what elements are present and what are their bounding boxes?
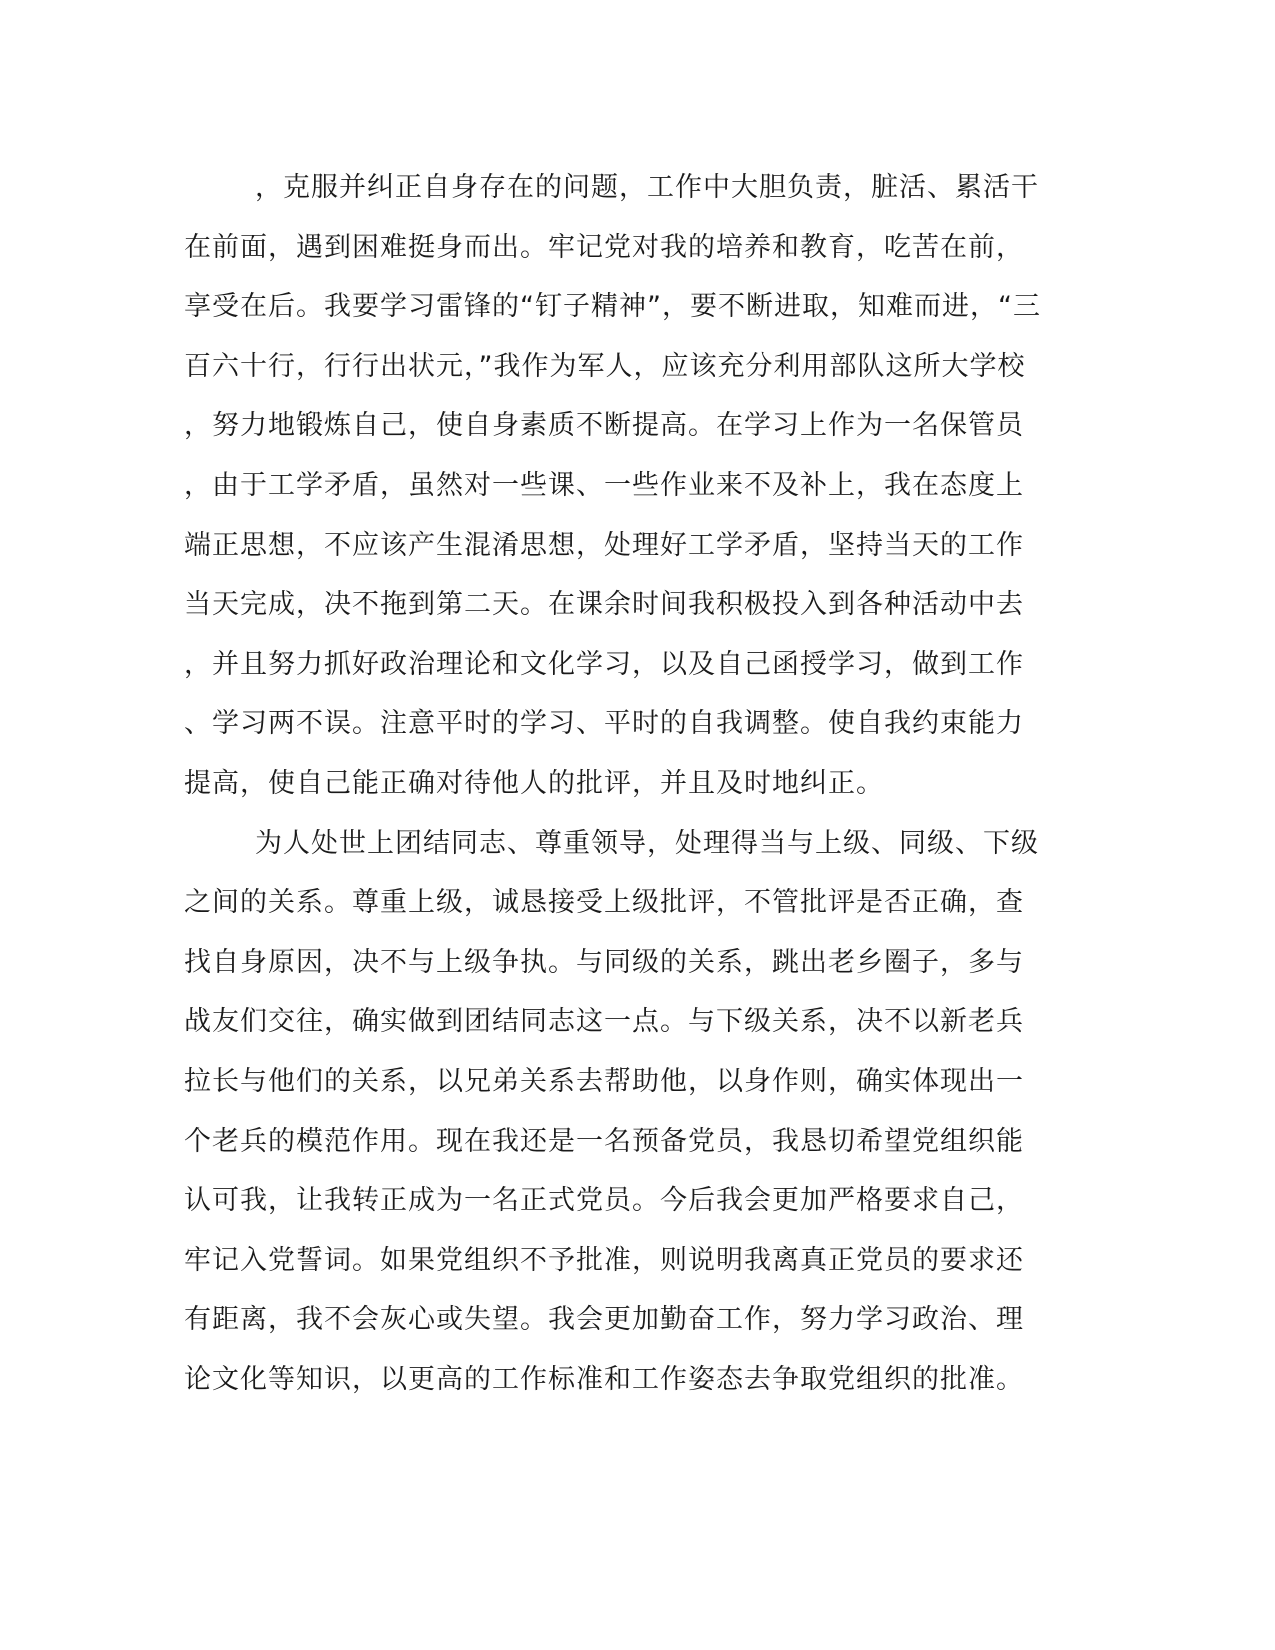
text-line: 为人处世上团结同志、尊重领导，处理得当与上级、同级、下级 xyxy=(255,827,1039,859)
text-line: 提高，使自己能正确对待他人的批评，并且及时地纠正。 xyxy=(184,767,884,799)
text-line: 在前面，遇到困难挺身而出。牢记党对我的培养和教育，吃苦在前， xyxy=(184,231,1024,263)
paragraph-1 xyxy=(184,158,1084,814)
text-line: 端正思想，不应该产生混淆思想，处理好工学矛盾，坚持当天的工作 xyxy=(184,529,1024,561)
text-line: 有距离，我不会灰心或失望。我会更加勤奋工作，努力学习政治、理 xyxy=(184,1304,1024,1336)
text-line: 论文化等知识，以更高的工作标准和工作姿态去争取党组织的批准。 xyxy=(184,1363,1024,1395)
text-line: 认可我，让我转正成为一名正式党员。今后我会更加严格要求自己， xyxy=(184,1185,1024,1217)
paragraph-2 xyxy=(184,814,1084,1410)
text-line: 拉长与他们的关系，以兄弟关系去帮助他，以身作则，确实体现出一 xyxy=(184,1065,1024,1097)
text-line: 个老兵的模范作用。现在我还是一名预备党员，我恳切希望党组织能 xyxy=(184,1125,1024,1157)
body-text xyxy=(184,158,1084,1409)
text-line: 牢记入党誓词。如果党组织不予批准，则说明我离真正党员的要求还 xyxy=(184,1244,1024,1276)
text-line: 、学习两不误。注意平时的学习、平时的自我调整。使自我约束能力 xyxy=(184,708,1024,740)
text-line: ，克服并纠正自身存在的问题，工作中大胆负责，脏活、累活干 xyxy=(255,172,1039,203)
text-line: 战友们交往，确实做到团结同志这一点。与下级关系，决不以新老兵 xyxy=(184,1006,1024,1038)
text-line: 找自身原因，决不与上级争执。与同级的关系，跳出老乡圈子，多与 xyxy=(184,946,1024,978)
text-line: 享受在后。我要学习雷锋的“钉子精神”，要不断进取，知难而进，“三 xyxy=(184,291,1041,323)
text-line: 之间的关系。尊重上级，诚恳接受上级批评，不管批评是否正确，查 xyxy=(184,887,1024,919)
text-line: ，并且努力抓好政治理论和文化学习，以及自己函授学习，做到工作 xyxy=(184,648,1024,680)
text-line: 当天完成，决不拖到第二天。在课余时间我积极投入到各种活动中去 xyxy=(184,589,1024,621)
text-line: ，由于工学矛盾，虽然对一些课、一些作业来不及补上，我在态度上 xyxy=(184,469,1024,501)
text-line: ，努力地锻炼自己，使自身素质不断提高。在学习上作为一名保管员 xyxy=(184,410,1024,442)
text-line: 百六十行，行行出状元，”我作为军人，应该充分利用部队这所大学校 xyxy=(184,350,1026,382)
